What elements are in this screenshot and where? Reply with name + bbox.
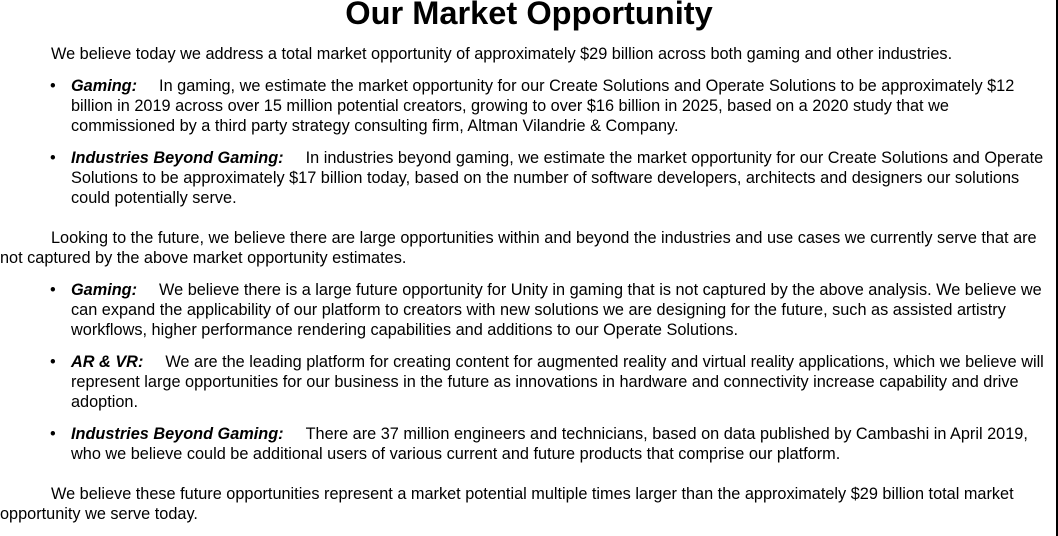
- bullet-icon: •: [50, 425, 56, 443]
- term-label: AR & VR:: [71, 353, 144, 371]
- list-item-gaming: [0, 76, 1058, 136]
- bullet-icon: •: [50, 149, 56, 167]
- item-text: There are 37 million engineers and technicians, based on data published by Cambashi in April 2019, who we believe could be additional users of various current and future products that comprise our platform.: [71, 425, 1028, 463]
- bullet-icon: •: [50, 77, 56, 95]
- intro-paragraph: We believe today we address a total market opportunity of approximately $29 billion across both gaming and other industries.: [51, 45, 953, 63]
- list-item-industries-beyond-gaming: [0, 148, 1058, 208]
- section-title: Our Market Opportunity: [345, 0, 713, 31]
- term-label: Gaming:: [71, 77, 138, 95]
- bullet-icon: •: [50, 281, 56, 299]
- term-label: Industries Beyond Gaming:: [71, 149, 284, 167]
- current-opportunities-list: [0, 76, 1058, 208]
- item-text: We believe there is a large future opportunity for Unity in gaming that is not captured by the above analysis. We believe we can expand the applicability of our platform to creators with new solutions we are designing for the future, such as assisted artistry workflows, higher performance rendering capabilities and additions to our Operate Solutions.: [71, 281, 1042, 339]
- closing-paragraph: We believe these future opportunities represent a market potential multiple times larger than the approximately $29 billion total market opportunity we serve today.: [0, 485, 1014, 523]
- future-opportunities-list: [0, 280, 1058, 464]
- list-item-ar-vr: [0, 352, 1058, 412]
- term-label: Gaming:: [71, 281, 138, 299]
- list-item-future-industries: [0, 424, 1058, 464]
- item-text: In industries beyond gaming, we estimate the market opportunity for our Create Solutions and Operate Solutions to be approximately $17 billion today, based on the number of software developers, architects and designers our solutions could potentially serve.: [71, 149, 1044, 207]
- item-text: We are the leading platform for creating content for augmented reality and virtual reality applications, which we believe will represent large opportunities for our business in the future as innovations in hardware and connectivity increase capability and drive adoption.: [71, 353, 1044, 411]
- item-text: In gaming, we estimate the market opportunity for our Create Solutions and Operate Solutions to be approximately $12 billion in 2019 across over 15 million potential creators, growing to over $16 billion in 2025, based on a 2020 study that we commissioned by a third party strategy consulting firm, Altman Vilandrie & Company.: [71, 77, 1015, 135]
- bullet-icon: •: [50, 353, 56, 371]
- list-item-future-gaming: [0, 280, 1058, 340]
- term-label: Industries Beyond Gaming:: [71, 425, 284, 443]
- future-intro-paragraph: Looking to the future, we believe there are large opportunities within and beyond the industries and use cases we currently serve that are not captured by the above market opportunity estimates.: [0, 229, 1037, 267]
